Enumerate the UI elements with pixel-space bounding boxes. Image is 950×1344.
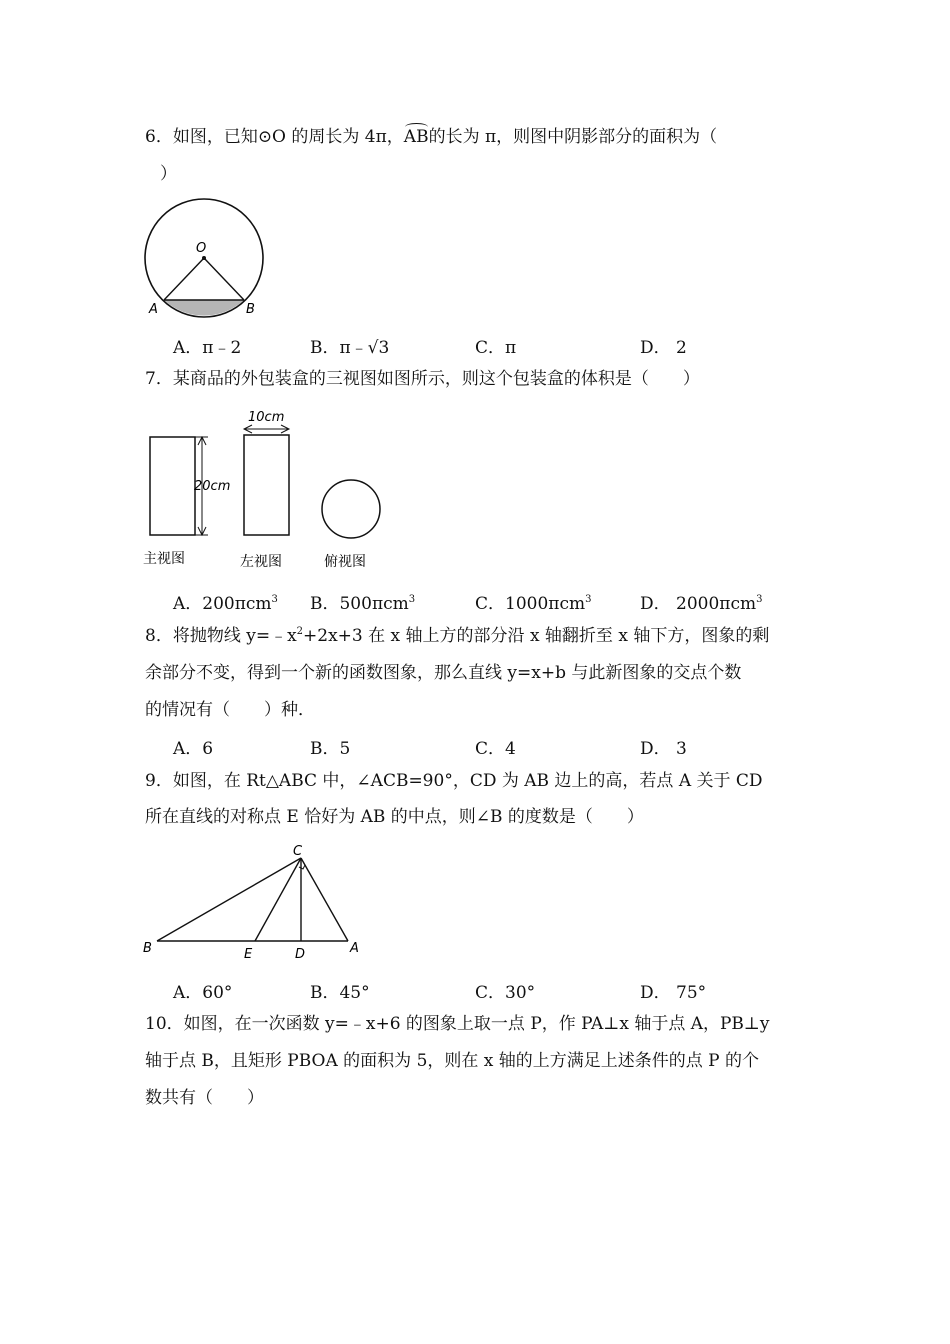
q9-option-d[interactable]: D． 75° (640, 983, 707, 1003)
q7-front-view-label: 主视图 (143, 551, 185, 567)
q9-label-a: A (350, 941, 359, 956)
q10-stem-line-3: 数共有（ ） (145, 1088, 264, 1108)
q6-label-a: A (149, 302, 158, 317)
q9-side-ca (301, 858, 348, 941)
q7-stem-line-1: 7．某商品的外包装盒的三视图如图所示，则这个包装盒的体积是（ ） (145, 369, 700, 389)
q7-front-view-rect (150, 437, 195, 535)
q9-option-c[interactable]: C．30° (475, 983, 536, 1003)
q6-option-a[interactable]: A．π﹣2 (173, 338, 242, 358)
q9-label-b: B (143, 941, 152, 956)
q7-option-a[interactable]: A．200πcm$^3$ (173, 594, 278, 614)
q7-height-label: 20cm (194, 479, 231, 494)
q9-option-a[interactable]: A．60° (173, 983, 233, 1003)
q9-stem-line-2: 所在直线的对称点 E 恰好为 AB 的中点，则∠B 的度数是（ ） (145, 807, 644, 827)
q6-radius-ob (204, 258, 244, 300)
q8-options (0, 734, 950, 759)
q7-three-view-figure (140, 405, 390, 575)
q6-sqrt3: √3 (367, 338, 390, 358)
q6-option-b[interactable]: B．π﹣√3 (310, 338, 390, 358)
q6-stem-line-1: 6．如图，已知⊙O 的周长为 4π，AB的长为 π，则图中阴影部分的面积为（ (145, 127, 718, 147)
arc-ab-symbol: AB (403, 127, 429, 147)
q6-options (0, 333, 950, 358)
q9-side-bc (157, 858, 301, 941)
q7-option-d[interactable]: D． 2000πcm$^3$ (640, 594, 763, 614)
q9-option-b[interactable]: B．45° (310, 983, 370, 1003)
q8-option-d[interactable]: D． 3 (640, 739, 687, 759)
q6-option-d[interactable]: D． 2 (640, 338, 687, 358)
q7-top-view-label: 俯视图 (324, 554, 366, 570)
q7-side-view-rect (244, 435, 289, 535)
q7-side-view-label: 左视图 (240, 554, 282, 570)
q10-stem-line-2: 轴于点 B，且矩形 PBOA 的面积为 5，则在 x 轴的上方满足上述条件的点 P 的个 (145, 1051, 760, 1071)
q10-stem-line-1: 10．如图，在一次函数 y=﹣x+6 的图象上取一点 P，作 PA⊥x 轴于点 A，PB⊥y (145, 1014, 770, 1034)
q7-option-b[interactable]: B．500πcm$^3$ (310, 594, 416, 614)
q7-options (0, 589, 950, 614)
q7-option-c[interactable]: C．1000πcm$^3$ (475, 594, 592, 614)
q6-option-c[interactable]: C．π (475, 338, 517, 358)
q9-stem-line-1: 9．如图，在 Rt△ABC 中，∠ACB=90°，CD 为 AB 边上的高，若点 A 关于 CD (145, 771, 763, 791)
q8-stem-line-3: 的情况有（ ）种． (145, 700, 315, 720)
q9-label-e: E (244, 947, 253, 962)
q9-right-angle-mark (299, 865, 305, 869)
q7-width-label: 10cm (248, 410, 285, 425)
q8-option-a[interactable]: A．6 (173, 739, 214, 759)
q8-stem-line-2: 余部分不变，得到一个新的函数图象，那么直线 y=x+b 与此新图象的交点个数 (145, 663, 742, 683)
q9-label-c: C (293, 844, 303, 859)
q6-label-b: B (246, 302, 255, 317)
q8-option-c[interactable]: C．4 (475, 739, 516, 759)
q6-circle-figure (140, 196, 270, 321)
q8-stem-line-1: 8．将抛物线 $y=﹣x^2+2x+3$ 在 x 轴上方的部分沿 x 轴翻折至 x 轴下方，图象的剩 (145, 626, 770, 646)
q6-shaded-segment (164, 300, 244, 316)
q6-center-dot (202, 256, 206, 260)
q6-label-o: O (196, 241, 207, 256)
q7-top-view-circle (322, 480, 380, 538)
q9-label-d: D (295, 947, 306, 962)
q9-options (0, 978, 950, 1003)
q6-radius-oa (164, 258, 204, 300)
q8-option-b[interactable]: B．5 (310, 739, 351, 759)
q9-triangle-figure (140, 840, 370, 965)
q6-stem-line-2: ） (160, 164, 177, 184)
